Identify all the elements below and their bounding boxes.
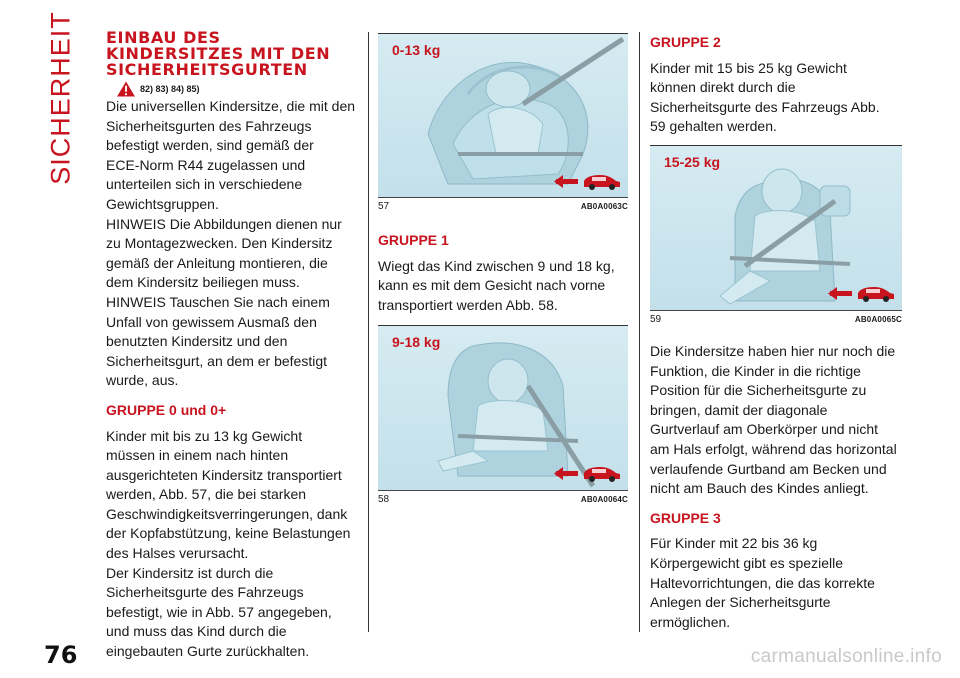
text-line: verlaufende Gurtband am Becken und xyxy=(650,460,887,477)
text-line: nicht am Bauch des Kindes anliegt. xyxy=(650,480,869,497)
text-line: ausgerichteten Kindersitz transportiert xyxy=(106,466,342,483)
column-divider xyxy=(639,32,640,632)
group-1-heading: GRUPPE 1 xyxy=(378,232,449,248)
section-title: EINBAU DES KINDERSITZES MIT DEN SICHERHEITSGURTEN xyxy=(106,28,331,79)
text-line: Die Kindersitze haben hier nur noch die xyxy=(650,342,896,359)
text-line: am Hals erfolgt, während das horizontal xyxy=(650,440,897,457)
text-line: können direkt durch die xyxy=(650,79,796,96)
text-line: transportiert werden Abb. 58. xyxy=(378,296,558,313)
text-line: Kinder mit bis zu 13 kg Gewicht xyxy=(106,427,303,444)
text-line: Körpergewicht gibt es spezielle xyxy=(650,554,843,571)
car-direction-icon xyxy=(554,172,624,192)
figure-number: 58 xyxy=(378,494,390,506)
text-line: kann es mit dem Gesicht nach vorne xyxy=(378,277,606,294)
text-line: Geschwindigkeitsverringerungen, dank xyxy=(106,505,348,522)
text-line: Für Kinder mit 22 bis 36 kg xyxy=(650,535,818,552)
text-line: Sicherheitsgurten des Fahrzeugs xyxy=(106,117,312,134)
figure-57-caption xyxy=(378,197,628,217)
column-3 xyxy=(650,33,902,632)
text-line: unterteilen sich in verschiedene xyxy=(106,176,303,193)
text-line: Kinder mit 15 bis 25 kg Gewicht xyxy=(650,59,847,76)
intro-text xyxy=(106,97,358,391)
text-line: Position für die Sicherheitsgurte zu xyxy=(650,382,867,399)
group-0-text xyxy=(106,427,358,662)
text-line: der Kopfabstützung, keine Belastungen xyxy=(106,525,351,542)
text-line: eingebauten Gurte zurückhalten. xyxy=(106,643,310,660)
car-direction-icon xyxy=(554,464,624,484)
group-2-explanation xyxy=(650,342,902,499)
text-line: gemäß der Anleitung montieren, die xyxy=(106,254,328,271)
text-line: Sicherheitsgurte des Fahrzeugs xyxy=(106,584,304,601)
text-line: Sicherheitsgurt, an dem er befestigt xyxy=(106,352,328,369)
text-line: benutzten Kindersitz und den xyxy=(106,333,288,350)
group-0-heading: GRUPPE 0 und 0+ xyxy=(106,401,227,418)
warning-references xyxy=(106,81,358,97)
text-line: Gurtverlauf am Oberkörper und nicht xyxy=(650,421,878,438)
figure-code: AB0A0063C xyxy=(580,202,628,211)
figure-number: 59 xyxy=(650,313,662,325)
group-3-heading: GRUPPE 3 xyxy=(650,509,721,526)
car-direction-icon xyxy=(828,284,898,304)
text-line: müssen in einem nach hinten xyxy=(106,447,289,464)
text-line: und muss das Kind durch die xyxy=(106,623,287,640)
group-2-text xyxy=(650,59,902,137)
figure-58 xyxy=(378,325,628,490)
group-1-text xyxy=(378,257,628,316)
figure-number: 57 xyxy=(378,201,390,212)
text-line: Der Kindersitz ist durch die xyxy=(106,564,274,581)
text-line: Sicherheitsgurte des Fahrzeugs Abb. xyxy=(650,98,880,115)
text-line: ermöglichen. xyxy=(650,613,731,630)
figure-58-caption xyxy=(378,490,628,510)
column-divider xyxy=(368,32,369,632)
warning-ref-numbers: 82) 83) 84) 85) xyxy=(140,84,200,94)
text-line: werden, Abb. 57, die bei starken xyxy=(106,486,307,503)
group-3-text xyxy=(650,534,902,632)
text-line: Wiegt das Kind zwischen 9 und 18 kg, xyxy=(378,257,615,274)
figure-code: AB0A0064C xyxy=(580,495,628,505)
section-side-label-text: SICHERHEIT xyxy=(45,10,76,185)
text-line: HINWEIS Die Abbildungen dienen nur xyxy=(106,215,342,232)
watermark: carmanualsonline.info xyxy=(750,646,942,667)
text-line: Die universellen Kindersitze, die mit den xyxy=(106,98,356,114)
text-line: Gewichtsgruppen. xyxy=(106,195,219,212)
text-line: ECE-Norm R44 zugelassen und xyxy=(106,156,306,173)
figure-code: AB0A0065C xyxy=(854,314,902,324)
weight-label: 15-25 kg xyxy=(664,153,721,170)
text-line: befestigt, wie in Abb. 57 angegeben, xyxy=(106,603,332,620)
weight-label: 0-13 kg xyxy=(392,42,441,58)
page-number: 76 xyxy=(44,641,78,669)
text-line: Haltevorrichtungen, die das korrekte xyxy=(650,574,875,591)
text-line: Funktion, die Kinder in die richtige xyxy=(650,362,861,379)
text-line: Anlegen der Sicherheitsgurte xyxy=(650,594,831,611)
column-2 xyxy=(378,33,628,510)
text-line: dem Kindersitz beiliegen muss. xyxy=(106,274,300,291)
text-line: des Halses verursacht. xyxy=(106,545,249,562)
group-2-heading: GRUPPE 2 xyxy=(650,34,721,50)
text-line: Unfall von gewissem Ausmaß den xyxy=(106,313,317,330)
section-side-label xyxy=(36,10,86,185)
column-1 xyxy=(106,30,358,662)
text-line: wurde, aus. xyxy=(106,372,179,389)
text-line: befestigt werden, sind gemäß der xyxy=(106,137,314,154)
figure-59 xyxy=(650,145,902,310)
text-line: zu Montagezwecken. Den Kindersitz xyxy=(106,235,333,252)
figure-57 xyxy=(378,33,628,197)
text-line: bringen, damit der diagonale xyxy=(650,401,828,418)
weight-label: 9-18 kg xyxy=(392,334,441,351)
figure-59-caption xyxy=(650,310,902,330)
warning-triangle-icon xyxy=(116,81,136,97)
text-line: HINWEIS Tauschen Sie nach einem xyxy=(106,293,330,310)
text-line: 59 gehalten werden. xyxy=(650,118,777,135)
